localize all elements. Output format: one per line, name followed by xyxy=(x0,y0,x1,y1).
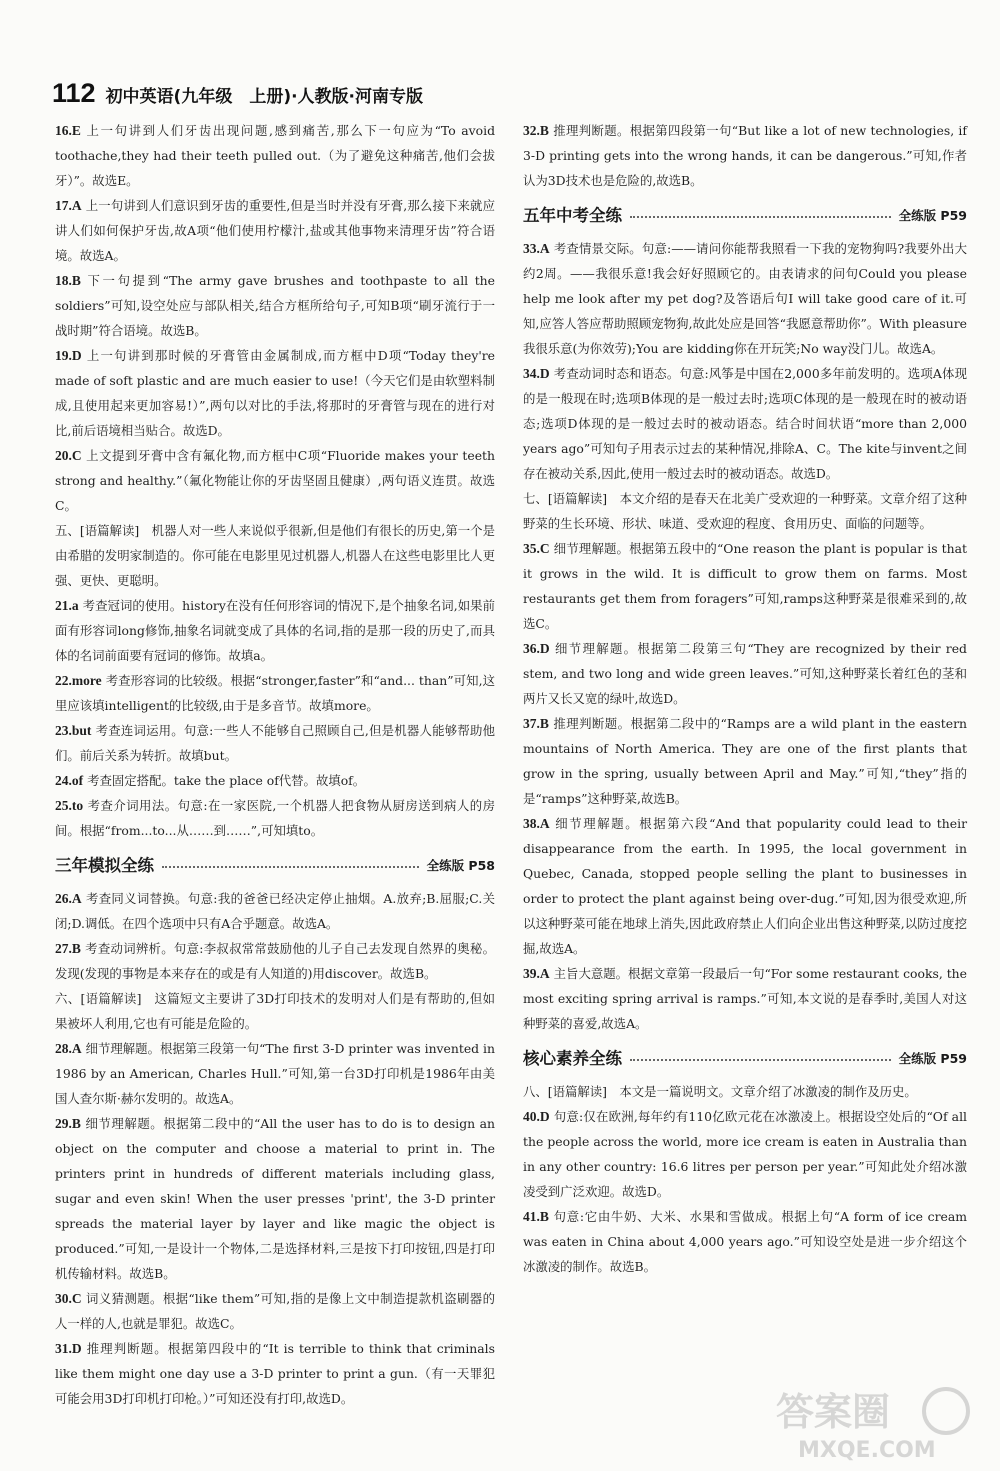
answer-number: 32.B xyxy=(523,123,549,138)
answer-text: 细节理解题。根据第二段中的“All the user has to do is to design an object on the computer and choose a material to print in. The printers print in hundreds of different materials including glass, sugar and even skin! When the user presses 'print', the 3-D printer spreads the material layer by layer and like magic the object is produced.”可知,一是设计一个物体,二是选择材料,三是按下打印按钮,四是打印机传输材料。故选B。 xyxy=(55,1116,495,1281)
answer-number: 37.B xyxy=(523,716,549,731)
answer-item xyxy=(55,343,495,443)
answer-item xyxy=(523,711,967,811)
watermark-url: MXQE.COM xyxy=(798,1438,936,1463)
answer-number: 35.C xyxy=(523,541,550,556)
section-page-ref: 全练版 P58 xyxy=(426,857,495,873)
section-header xyxy=(55,849,495,881)
answer-text: 细节理解题。根据第五段中的“One reason the plant is popular is that it grows in the wild. It is difficult to grow them on farms. Most restaurants get them from foragers”可知,ramps这种野菜是很难采到的,故选C。 xyxy=(523,541,967,631)
answer-text: 考查动词辨析。句意:李叔叔常常鼓励他的儿子自己去发现自然界的奥秘。发现(发现的事物是本来存在的或是有人知道的)用discover。故选B。 xyxy=(55,941,495,981)
answer-text: 六、[语篇解读] 这篇短文主要讲了3D打印技术的发明对人们是有帮助的,但如果被坏人利用,它也有可能是危险的。 xyxy=(55,991,495,1031)
answer-item xyxy=(55,593,495,668)
answer-text: 下一句提到“The army gave brushes and toothpaste to all the soldiers”可知,设空处应与部队相关,结合方框所给句子,可知B项“刷牙流行于一战时期”符合语境。故选B。 xyxy=(55,273,495,338)
answer-number: 27.B xyxy=(55,941,81,956)
answer-number: 34.D xyxy=(523,366,550,381)
answer-item xyxy=(523,118,967,193)
answer-item xyxy=(55,768,495,793)
answer-text: 细节理解题。根据第六段“And that popularity could lead to their disappearance from the earth. In 1995, the local government in Quebec, Canada, stopped people selling the plant to businesses in order to protect the plant against being over-dug.”可知,因为很受欢迎,所以这种野菜可能在地球上消失,因此政府禁止人们向企业出售这种野菜,以防过度挖掘,故选A。 xyxy=(523,816,967,956)
answer-number: 33.A xyxy=(523,241,550,256)
section-page-ref: 全练版 P59 xyxy=(898,207,967,223)
answer-text: 推理判断题。根据第四段第一句“But like a lot of new technologies, if 3-D printing gets into the wrong hands, it can be dangerous.”可知,作者认为3D技术也是危险的,故选B。 xyxy=(523,123,967,188)
watermark-circle-icon xyxy=(924,1389,968,1433)
answer-text: 考查动词时态和语态。句意:风筝是中国在2,000多年前发明的。选项A体现的是一般现在时;选项B体现的是一般过去时;选项C体现的是一般现在时的被动语态;选项D体现的是一般过去时的被动语态。结合时间状语“more than 2,000 years ago”可知句子用表示过去的某种情况,排除A、C。The kite与invent之间存在被动关系,因此,使用一般过去时的被动语态。故选D。 xyxy=(523,366,967,481)
answer-text: 细节理解题。根据第三段第一句“The first 3-D printer was invented in 1986 by an American, Charles Hull.”可知,第一台3D打印机是1986年由美国人查尔斯·赫尔发明的。故选A。 xyxy=(55,1041,495,1106)
section-divider xyxy=(162,866,419,868)
answer-text: 考查形容词的比较级。根据“stronger,faster”和“and... than”可知,这里应该填intelligent的比较级,由于是多音节。故填more。 xyxy=(55,673,495,713)
answer-item xyxy=(523,236,967,361)
answer-item xyxy=(523,636,967,711)
answer-text: 上文提到牙膏中含有氟化物,而方框中C项“Fluoride makes your teeth strong and healthy.”（氟化物能让你的牙齿坚固且健康）,两句语义连贯。故选C。 xyxy=(55,448,495,513)
answer-text: 细节理解题。根据第二段第三句“They are recognized by their red stem, and two long and wide green leaves.”可知,这种野菜长着红色的茎和两片又长又宽的绿叶,故选D。 xyxy=(523,641,967,706)
answer-item xyxy=(55,886,495,936)
answer-text: 上一句讲到那时候的牙膏管由金属制成,而方框中D项“Today they're made of soft plastic and are much easier to use!（今天它们是由软塑料制成,且使用起来更加容易!）”,两句以对比的手法,将那时的牙膏管与现在的进行对比,前后语境相当贴合。故选D。 xyxy=(55,348,495,438)
answer-text: 主旨大意题。根据文章第一段最后一句“For some restaurant cooks, the most exciting spring arrival is ramps.”可知,本文说的是春季时,美国人对这种野菜的喜爱,故选A。 xyxy=(523,966,967,1031)
answer-number: 40.D xyxy=(523,1109,550,1124)
answer-item xyxy=(55,1336,495,1411)
answer-text: 考查介词用法。句意:在一家医院,一个机器人把食物从厨房送到病人的房间。根据“from...to...从……到……”,可知填to。 xyxy=(55,798,495,838)
answer-number: 39.A xyxy=(523,966,550,981)
section-title: 核心素养全练 xyxy=(523,1048,622,1068)
answer-item xyxy=(55,668,495,718)
answer-number: 23.but xyxy=(55,723,92,738)
section-divider xyxy=(630,216,891,218)
left-column xyxy=(55,118,495,1411)
passage-summary xyxy=(55,986,495,1036)
answer-text: 推理判断题。根据第四段中的“It is terrible to think that criminals like them might one day use a 3-D printer to print a gun.（有一天罪犯可能会用3D打印机打印枪。）”可知还没有打印,故选D。 xyxy=(55,1341,495,1406)
answer-text: 七、[语篇解读] 本文介绍的是春天在北美广受欢迎的一种野菜。文章介绍了这种野菜的生长环境、形状、味道、受欢迎的程度、食用历史、面临的问题等。 xyxy=(523,491,967,531)
answer-number: 22.more xyxy=(55,673,102,688)
answer-text: 考查情景交际。句意:——请问你能帮我照看一下我的宠物狗吗?我要外出大约2周。——我很乐意!我会好好照顾它的。由表请求的问句Could you please help me look after my pet dog?及答语后句I will take good care of it.可知,应答人答应帮助照顾宠物狗,故此处应是回答“我愿意帮助你”。With pleasure我很乐意(为你效劳);You are kidding你在开玩笑;No way没门儿。故选A。 xyxy=(523,241,967,356)
answer-number: 21.a xyxy=(55,598,79,613)
watermark-logo xyxy=(768,1381,988,1463)
book-title: 初中英语(九年级 上册)·人教版·河南专版 xyxy=(105,87,424,107)
answer-text: 上一句讲到人们意识到牙齿的重要性,但是当时并没有牙膏,那么接下来就应讲人们如何保护牙齿,故A项“他们使用柠檬汁,盐或其他事物来清理牙齿”符合语境。故选A。 xyxy=(55,198,495,263)
answer-item xyxy=(523,1104,967,1204)
page-number: 112 xyxy=(52,78,96,108)
answer-item xyxy=(55,793,495,843)
answer-number: 26.A xyxy=(55,891,82,906)
section-divider xyxy=(630,1059,891,1061)
answer-number: 38.A xyxy=(523,816,550,831)
page-header xyxy=(52,78,512,108)
answer-item xyxy=(55,1286,495,1336)
watermark-text: 答案圈 xyxy=(776,1390,891,1434)
answer-number: 17.A xyxy=(55,198,82,213)
answer-text: 八、[语篇解读] 本文是一篇说明文。文章介绍了冰激凌的制作及历史。 xyxy=(523,1084,917,1099)
answer-number: 29.B xyxy=(55,1116,81,1131)
answer-item xyxy=(55,718,495,768)
answer-number: 30.C xyxy=(55,1291,82,1306)
answer-item xyxy=(55,1036,495,1111)
answer-text: 考查同义词替换。句意:我的爸爸已经决定停止抽烟。A.放弃;B.屈服;C.关闭;D.调低。在四个选项中只有A合乎题意。故选A。 xyxy=(55,891,495,931)
section-header xyxy=(523,199,967,231)
answer-text: 推理判断题。根据第二段中的“Ramps are a wild plant in the eastern mountains of North America. They are one of the first plants that grow in the spring, usually between April and May.”可知,“they”指的是“ramps”这种野菜,故选B。 xyxy=(523,716,967,806)
answer-item xyxy=(55,268,495,343)
answer-number: 41.B xyxy=(523,1209,549,1224)
answer-text: 考查冠词的使用。history在没有任何形容词的情况下,是个抽象名词,如果前面有形容词long修饰,抽象名词就变成了具体的名词,指的是那一段的历史了,而具体的名词前面要有冠词的修饰。故填a。 xyxy=(55,598,495,663)
answer-item xyxy=(523,1204,967,1279)
answer-item xyxy=(55,118,495,193)
answer-number: 18.B xyxy=(55,273,81,288)
answer-number: 28.A xyxy=(55,1041,82,1056)
section-page-ref: 全练版 P59 xyxy=(898,1050,967,1066)
answer-item xyxy=(523,361,967,486)
answer-number: 36.D xyxy=(523,641,550,656)
answer-item xyxy=(523,961,967,1036)
passage-summary xyxy=(523,486,967,536)
answer-item xyxy=(55,1111,495,1286)
right-column xyxy=(523,118,967,1279)
answer-number: 16.E xyxy=(55,123,81,138)
answer-text: 句意:仅在欧洲,每年约有110亿欧元花在冰激凌上。根据设空处后的“Of all the people across the world, more ice cream is eaten in Australia than in any other country: 16.6 litres per person per year.”可知此处介绍冰激凌受到广泛欢迎。故选D。 xyxy=(523,1109,967,1199)
answer-item xyxy=(55,936,495,986)
answer-item xyxy=(523,536,967,636)
answer-item xyxy=(55,443,495,518)
section-title: 五年中考全练 xyxy=(523,205,622,225)
answer-text: 考查固定搭配。take the place of代替。故填of。 xyxy=(87,773,366,788)
answer-number: 19.D xyxy=(55,348,82,363)
answer-text: 句意:它由牛奶、大米、水果和雪做成。根据上句“A form of ice cream was eaten in China about 4,000 years ago.”可知设空处是进一步介绍这个冰激凌的制作。故选B。 xyxy=(523,1209,967,1274)
passage-summary xyxy=(55,518,495,593)
section-title: 三年模拟全练 xyxy=(55,855,154,875)
passage-summary xyxy=(523,1079,967,1104)
answer-number: 20.C xyxy=(55,448,82,463)
answer-text: 上一句讲到人们牙齿出现问题,感到痛苦,那么下一句应为“To avoid toothache,they had their teeth pulled out.（为了避免这种痛苦,他们会拔牙）”。故选E。 xyxy=(55,123,495,188)
answer-text: 五、[语篇解读] 机器人对一些人来说似乎很新,但是他们有很长的历史,第一个是由希腊的发明家制造的。你可能在电影里见过机器人,机器人在这些电影里比人更强、更快、更聪明。 xyxy=(55,523,495,588)
answer-text: 词义猜测题。根据“like them”可知,指的是像上文中制造提款机盗刷器的人一样的人,也就是罪犯。故选C。 xyxy=(55,1291,495,1331)
answer-item xyxy=(523,811,967,961)
answer-number: 31.D xyxy=(55,1341,82,1356)
answer-number: 25.to xyxy=(55,798,84,813)
answer-text: 考查连词运用。句意:一些人不能够自己照顾自己,但是机器人能够帮助他们。前后关系为转折。故填but。 xyxy=(55,723,495,763)
answer-number: 24.of xyxy=(55,773,84,788)
answer-item xyxy=(55,193,495,268)
section-header xyxy=(523,1042,967,1074)
